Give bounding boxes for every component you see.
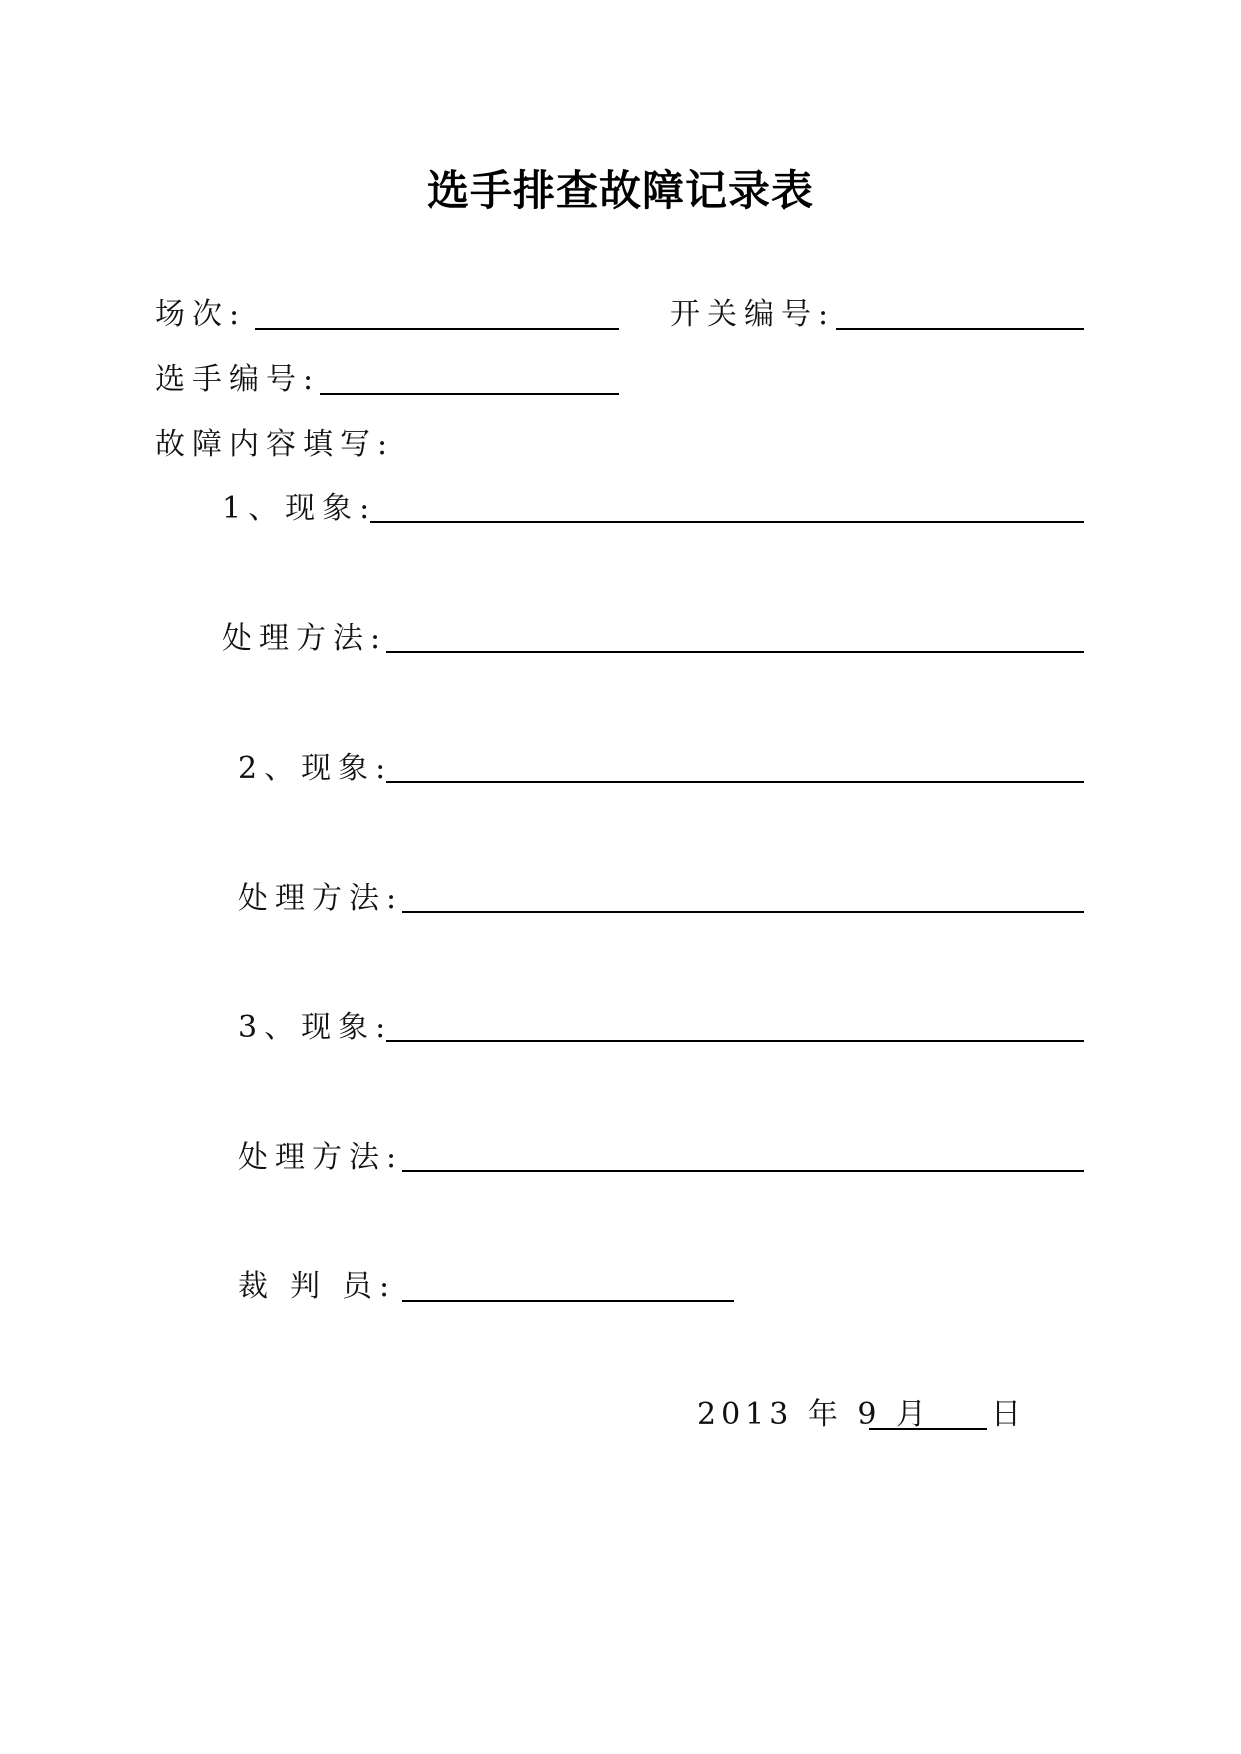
- fault1-phenomenon-input-line[interactable]: [370, 521, 1084, 523]
- fault3-method-input-line[interactable]: [402, 1170, 1084, 1172]
- judge-label-char1: 裁: [238, 1269, 275, 1304]
- fault1-phenomenon-label: 1、现象:: [222, 491, 377, 526]
- date-day-input-line[interactable]: [869, 1428, 987, 1430]
- session-input-line[interactable]: [255, 328, 619, 330]
- date-day-suffix: 日: [991, 1397, 1028, 1432]
- fault-section-label: 故障内容填写:: [155, 427, 395, 462]
- fault3-phenomenon-label: 3、现象:: [238, 1010, 393, 1045]
- fault2-method-input-line[interactable]: [402, 911, 1084, 913]
- fault2-method-label: 处理方法:: [238, 881, 404, 916]
- judge-input-line[interactable]: [402, 1300, 734, 1302]
- form-title: 选手排查故障记录表: [426, 166, 814, 215]
- judge-label-char3: 员:: [342, 1269, 397, 1304]
- fault1-method-input-line[interactable]: [386, 651, 1084, 653]
- player-number-input-line[interactable]: [320, 393, 619, 395]
- fault2-phenomenon-label: 2、现象:: [238, 751, 393, 786]
- switch-number-input-line[interactable]: [836, 328, 1084, 330]
- judge-label: [238, 1269, 396, 1305]
- fault3-phenomenon-input-line[interactable]: [386, 1040, 1084, 1042]
- session-label: 场次:: [155, 297, 247, 332]
- fault1-method-label: 处理方法:: [222, 621, 388, 656]
- fault3-method-label: 处理方法:: [238, 1140, 404, 1175]
- date-year-month: 2013 年 9 月: [697, 1397, 932, 1432]
- judge-label-char2: 判: [290, 1269, 327, 1304]
- switch-number-label: 开关编号:: [670, 297, 836, 332]
- player-number-label: 选手编号:: [155, 362, 321, 397]
- fault2-phenomenon-input-line[interactable]: [386, 781, 1084, 783]
